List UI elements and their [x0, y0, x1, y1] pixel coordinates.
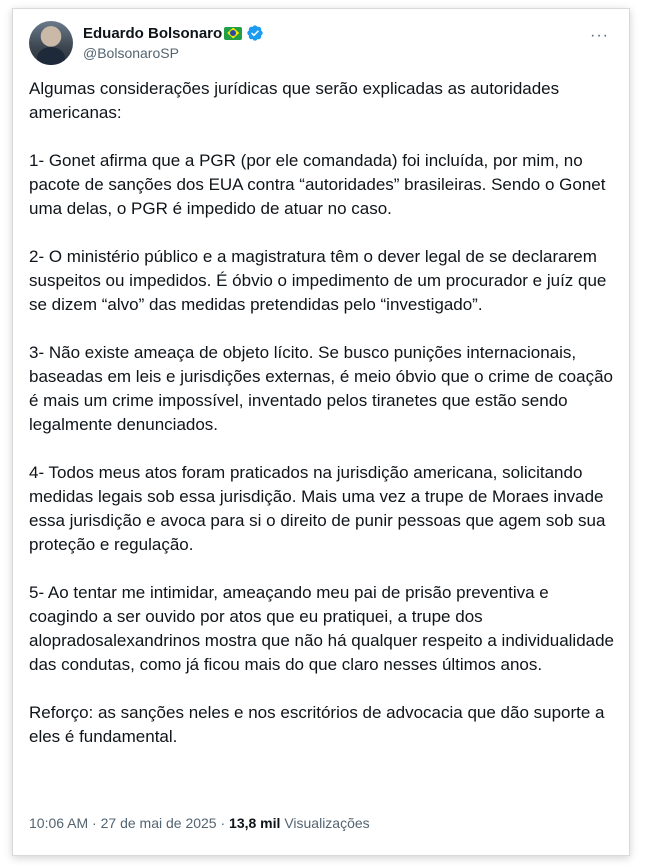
tweet-time[interactable]: 10:06 AM — [29, 815, 89, 831]
meta-separator: · — [92, 815, 97, 831]
tweet-paragraph: 4- Todos meus atos foram praticados na jurisdição americana, solicitando medidas legais sob essa jurisdição. Mais uma vez a trupe de Moraes invade essa jurisdição e avoca para si o direito de punir pessoas que agem sob sua proteção e regulação. — [29, 463, 606, 554]
tweet-header — [29, 21, 613, 73]
verified-badge-icon[interactable] — [246, 24, 264, 42]
views-count: 13,8 mil — [229, 815, 281, 831]
display-name[interactable]: Eduardo Bolsonaro — [83, 24, 223, 42]
brazil-flag-icon — [224, 27, 242, 40]
tweet-paragraph: 1- Gonet afirma que a PGR (por ele comandada) foi incluída, por mim, no pacote de sanções dos EUA contra “autoridades” brasileiras. Sendo o Gonet uma delas, o PGR é impedido de atuar no caso. — [29, 151, 606, 218]
tweet-card — [12, 8, 630, 856]
views-label: Visualizações — [284, 815, 370, 831]
meta-separator: · — [220, 815, 226, 831]
avatar[interactable] — [29, 21, 73, 65]
tweet-paragraph: 5- Ao tentar me intimidar, ameaçando meu pai de prisão preventiva e coagindo a ser ouvido por atos que eu pratiquei, a trupe dos alopradosalexandrinos mostra que não há qualquer respeito a individualidade das condutas, como já ficou mais do que claro nesses últimos anos. — [29, 583, 615, 674]
more-options-icon[interactable]: ··· — [590, 27, 609, 44]
tweet-text — [29, 77, 619, 773]
author-handle[interactable]: @BolsonaroSP — [83, 45, 179, 61]
tweet-paragraph: Reforço: as sanções neles e nos escritórios de advocacia que dão suporte a eles é fundamental. — [29, 703, 605, 746]
author-names — [83, 23, 264, 61]
tweet-paragraph: 2- O ministério público e a magistratura têm o dever legal de se declararem suspeitos ou impedidos. É óbvio o impedimento de um procurador e juíz que se dizem “alvo” das medidas pretendidas pelo “investigado”. — [29, 247, 607, 314]
tweet-meta — [29, 815, 370, 831]
tweet-date[interactable]: 27 de mai de 2025 — [100, 815, 217, 831]
tweet-paragraph: 3- Não existe ameaça de objeto lícito. Se busco punições internacionais, baseadas em leis e jurisdições externas, é meio óbvio que o crime de coação é mais um crime impossível, inventado pelos tiranetes que estão sendo legalmente denunciados. — [29, 343, 613, 434]
tweet-paragraph: Algumas considerações jurídicas que serão explicadas as autoridades americanas: — [29, 79, 560, 122]
